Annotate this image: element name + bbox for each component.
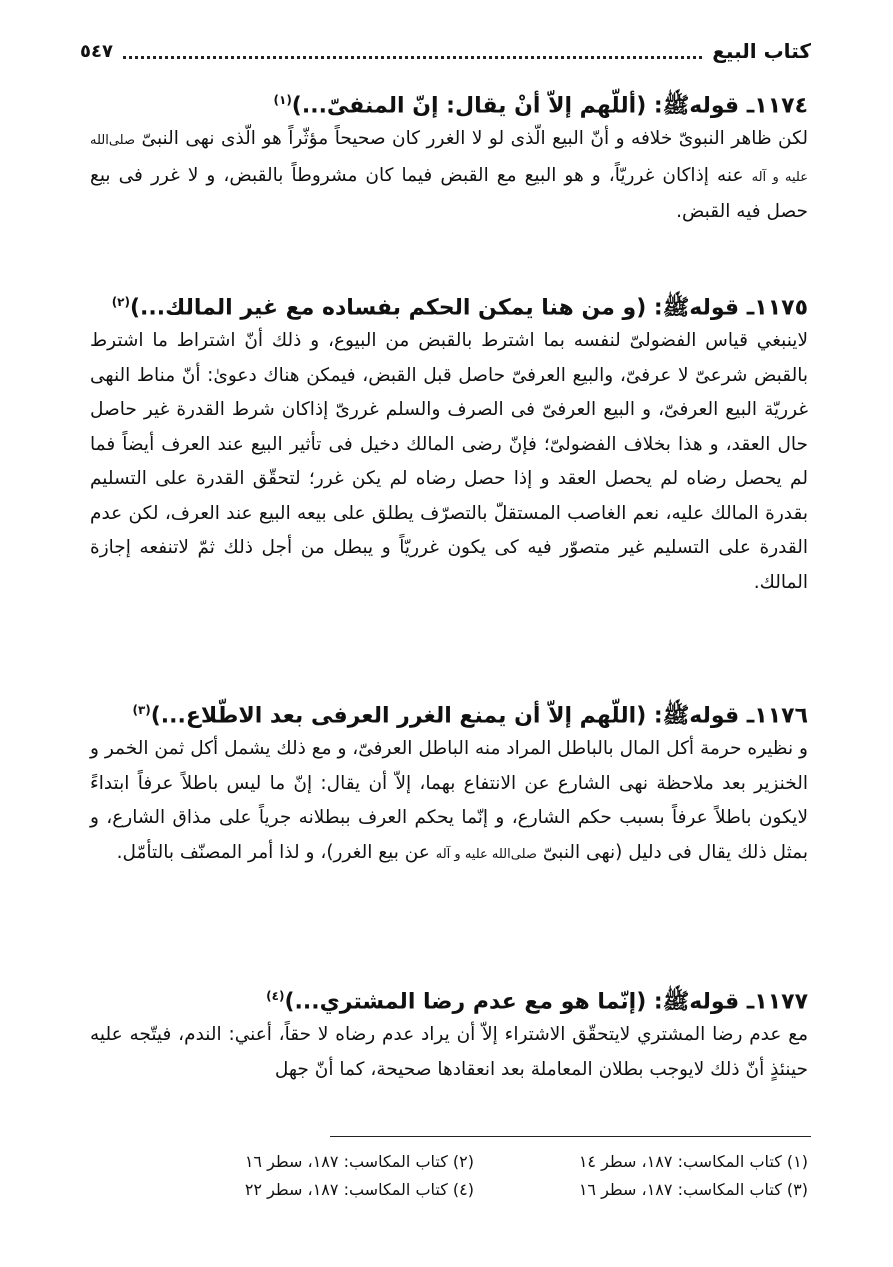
section-heading: ١١٧٦ـ قوله‌ﷺ: (اللّهم إلاّ أن يمنع الغرر العرفى بعد الاطّلاع...)$^{(٣)}$ (132, 703, 808, 729)
section-1176 (90, 694, 808, 872)
book-title: كتاب البيع (712, 39, 811, 63)
footnotes (140, 1150, 808, 1202)
footnote-4: (٤) كتاب المكاسب: ١٨٧، سطر ٢٢ (244, 1180, 474, 1199)
footnote-ref: (١) (273, 93, 292, 107)
section-paragraph: لكن ظاهر النبوىّ خلافه و أنّ البيع الّذى لو لا الغرر كان صحيحاً مؤثّراً هو الّذى نهى النبىّ صلى‌الله عليه و آله عنه إذاكان غرريّاً، و هو البيع مع القبض فيما كان مشروطاً بالقبض، و لا غرر فى بيع حصل فيه القبض. (90, 128, 808, 223)
section-1174 (90, 84, 808, 230)
running-header (80, 36, 811, 66)
footnote-1: (١) كتاب المكاسب: ١٨٧، سطر ١٤ (578, 1152, 808, 1171)
footnote-3: (٣) كتاب المكاسب: ١٨٧، سطر ١٦ (578, 1180, 808, 1199)
section-paragraph: مع عدم رضا المشتري لايتحقّق الاشتراء إلاّ أن يراد عدم رضاه لا حقاً، أعني: الندم، فيتّجه عليه حينئذٍ أنّ ذلك لايوجب بطلان المعاملة بعد انعقادها صحيحة، كما أنّ جهل (90, 1024, 808, 1080)
section-1175 (90, 286, 808, 600)
footnote-ref: (٤) (266, 989, 285, 1003)
footnote-separator (330, 1136, 811, 1137)
header-dot-leader (123, 44, 702, 59)
footnote-2: (٢) كتاب المكاسب: ١٨٧، سطر ١٦ (244, 1152, 474, 1171)
footnote-ref: (٣) (132, 703, 151, 717)
honorific-small: صلى‌الله عليه و آله (435, 846, 537, 862)
section-paragraph: لاينبغي قياس الفضولىّ لنفسه بما اشترط بالقبض من البيوع، و ذلك أنّ اشتراط ما اشترط بالقبض شرعىّ لا عرفىّ، والبيع العرفىّ حاصل قبل القبض، فيمكن هناك دعوىٰ: أنّ مناط النهى غرريّة البيع العرفىّ، و البيع العرفىّ فى الصرف والسلم غررىّ إذاكان شرط القدرة غير حاصل حال العقد، و هذا بخلاف الفضولىّ؛ فإنّ رضى المالك دخيل فى تأثير البيع عند العرف أيضاً فما لم يحصل رضاه لم يحصل العقد و إذا حصل رضاه لم يكن غرر؛ لتحقّق القدرة على التسليم بقدرة المالك عليه، نعم الغاصب المستقلّ بالتصرّف يطلق على بيعه البيع عند العرف، لكن عدم القدرة على التسليم غير متصوّر فيه كى يكون غرريّاً و يبطل من أجل ذلك ثمّ لاتنفعه إجازة المالك. (90, 330, 808, 593)
section-heading: ١١٧٤ـ قوله‌ﷺ: (أللّهم إلاّ أنْ يقال: إنّ المنفىّ...)$^{(١)}$ (273, 93, 808, 119)
section-paragraph: و نظيره حرمة أكل المال بالباطل المراد منه الباطل العرفىّ، و مع ذلك يشمل أكل ثمن الخمر و الخنزير بعد ملاحظة نهى الشارع عن الانتفاع بهما، إلاّ أن يقال: إنّ ما ليس باطلاً عرفاً ابتداءً لايكون باطلاً عرفاً بسبب حكم الشارع، و إنّما يحكم العرف ببطلانه جرياً على مذاق الشارع، و بمثل ذلك يقال فى دليل (نهى النبىّ صلى‌الله عليه و آله عن بيع الغرر)، و لذا أمر المصنّف بالتأمّل. (90, 738, 808, 863)
section-heading: ١١٧٥ـ قوله‌ﷺ: (و من هنا يمكن الحكم بفساده مع غير المالك...)$^{(٢)}$ (111, 295, 808, 321)
page-number: ٥٤٧ (80, 40, 113, 62)
honorific-small: صلى‌الله عليه و آله (90, 133, 808, 185)
footnote-ref: (٢) (111, 295, 130, 309)
section-heading: ١١٧٧ـ قوله‌ﷺ: (إنّما هو مع عدم رضا المشتري...)$^{(٤)}$ (266, 989, 808, 1015)
section-1177 (90, 980, 808, 1087)
